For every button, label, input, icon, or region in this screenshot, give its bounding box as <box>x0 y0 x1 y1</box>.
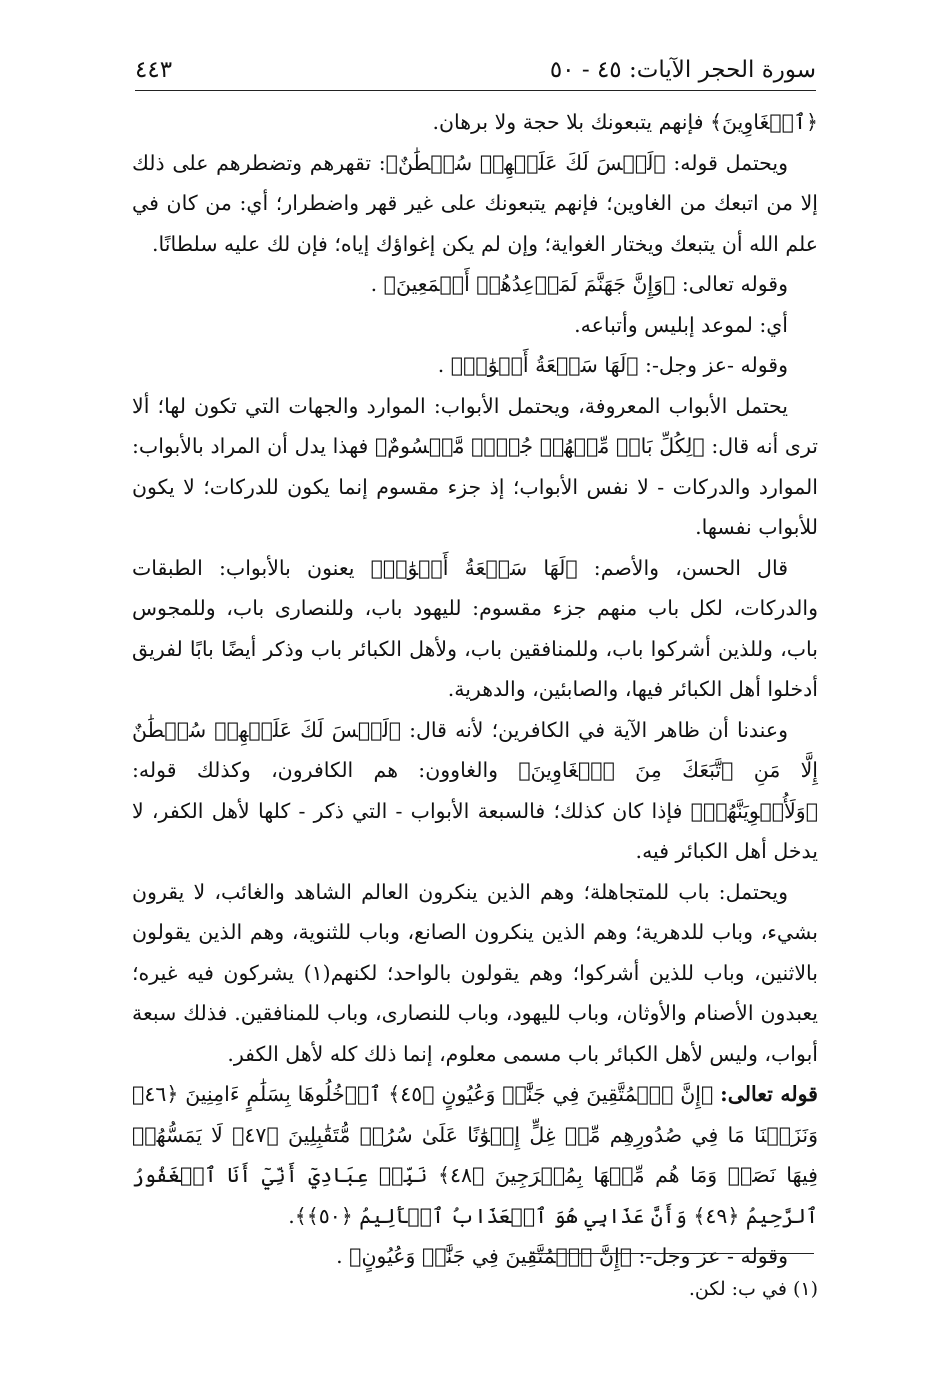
paragraph: وقوله - عز وجل-: ﴿إِنَّ ٱلۡمُتَّقِينَ فِي جَنَّٰتٖ وَعُيُونٍ﴾ . <box>336 1244 788 1268</box>
paragraph: وعندنا أن ظاهر الآية في الكافرين؛ لأنه قال: ﴿لَيۡسَ لَكَ عَلَيۡهِمۡ سُلۡطَٰنٌ إِلَّا مَنِ ٱتَّبَعَكَ مِنَ ٱلۡغَاوِينَ﴾ والغاوون: هم الكافرون، وكذلك قوله: ﴿وَلَأُغۡوِيَنَّهُمۡ﴾ فإذا كان كذلك؛ فالسبعة الأبواب - التي ذكر - كلها لأهل الكفر، لا يدخل أهل الكبائر فيه. <box>132 717 818 863</box>
paragraph: ﴿ٱلۡغَاوِينَ﴾ فإنهم يتبعونك بلا حجة ولا برهان. <box>432 110 818 134</box>
footnote-divider <box>530 1253 814 1254</box>
paragraph: ويحتمل قوله: ﴿لَيۡسَ لَكَ عَلَيۡهِمۡ سُلۡطَٰنٌ﴾: تقهرهم وتضطرهم على ذلك إلا من اتبعك من الغاوين؛ فإنهم يتبعونك على غير قهر واضطرار؛ أي: من كان في علم الله أن يتبعك ويختار الغواية؛ وإن لم يكن إغواؤك إياه؛ فإن لك عليه سلطانًا. <box>132 150 818 256</box>
running-title: سورة الحجر الآيات: ٤٥ - ٥٠ <box>549 57 816 83</box>
paragraph: ويحتمل: باب للمتجاهلة؛ وهم الذين ينكرون العالم الشاهد والغائب، لا يقرون بشيء، وباب للدهرية؛ وهم الذين ينكرون الصانع، وباب للثنوية، وهم الذين يقولون بالاثنين، وباب للذين أشركوا؛ وهم يقولون بالواحد؛ لكنهم(١) يشركون فيه غيره؛ يعبدون الأصنام والأوثان، وباب لليهود، وباب للنصارى، وباب للمنافقين. فذلك سبعة أبواب، وليس لأهل الكبائر باب مسمى معلوم، إنما ذلك كله لأهل الكفر. <box>132 879 818 1066</box>
verse-text: ﴿إِنَّ ٱلۡمُتَّقِينَ فِي جَنَّٰتٖ وَعُيُونٍ ﴿٤٥﴾ ٱدۡخُلُوهَا بِسَلَٰمٍ ءَامِنِينَ ﴿٤٦﴾ وَنَزَعۡنَا مَا فِي صُدُورِهِم مِّنۡ غِلٍّ إِخۡوَٰنًا عَلَىٰ سُرُرٖ مُّتَقَٰبِلِينَ ﴿٤٧﴾ لَا يَمَسُّهُمۡ فِيهَا نَصَبٞ وَمَا هُم مِّنۡهَا بِمُخۡرَجِينَ ﴿٤٨﴾ نَبِّئۡ عِبَادِيٓ أَنِّيٓ أَنَا ٱلۡغَفُورُ ٱلرَّحِيمُ ﴿٤٩﴾ وَأَنَّ عَذَابِي هُوَ ٱلۡعَذَابُ ٱلۡأَلِيمُ ﴿٥٠﴾﴾. <box>132 1082 818 1228</box>
paragraph: وقوله -عز وجل-: ﴿لَهَا سَبۡعَةُ أَبۡوَٰبٖ﴾ . <box>437 353 788 377</box>
paragraph: أي: لموعد إبليس وأتباعه. <box>574 312 788 337</box>
page-number: ٤٤٣ <box>135 57 173 83</box>
verse-lead: قوله تعالى: <box>720 1082 818 1106</box>
paragraph: قال الحسن، والأصم: ﴿لَهَا سَبۡعَةُ أَبۡوَٰبٖ﴾ يعنون بالأبواب: الطبقات والدركات، لكل باب منهم جزء مقسوم: لليهود باب، وللنصارى باب، وللمجوس باب، وللذين أشركوا باب، وللمنافقين باب، ولأهل الكبائر باب وذكر أيضًا بابًا لفريق أدخلوا أهل الكبائر فيها، والصابئين، والدهرية. <box>132 555 818 701</box>
verse-block <box>132 1074 818 1236</box>
paragraph: يحتمل الأبواب المعروفة، ويحتمل الأبواب: الموارد والجهات التي تكون لها؛ ألا ترى أنه قال: ﴿لِكُلِّ بَابٖ مِّنۡهُمۡ جُزۡءٞ مَّقۡسُومٌ﴾ فهذا يدل أن المراد بالأبواب: الموارد والدركات - لا نفس الأبواب؛ إذ جزء مقسوم إنما يكون للدركات؛ لا يكون للأبواب نفسها. <box>132 393 818 539</box>
footnote: (١) في ب: لكن. <box>688 1278 818 1300</box>
paragraph: وقوله تعالى: ﴿وَإِنَّ جَهَنَّمَ لَمَوۡعِدُهُمۡ أَجۡمَعِينَ﴾ . <box>370 272 788 296</box>
main-text <box>132 102 818 1277</box>
page-header <box>135 50 816 91</box>
